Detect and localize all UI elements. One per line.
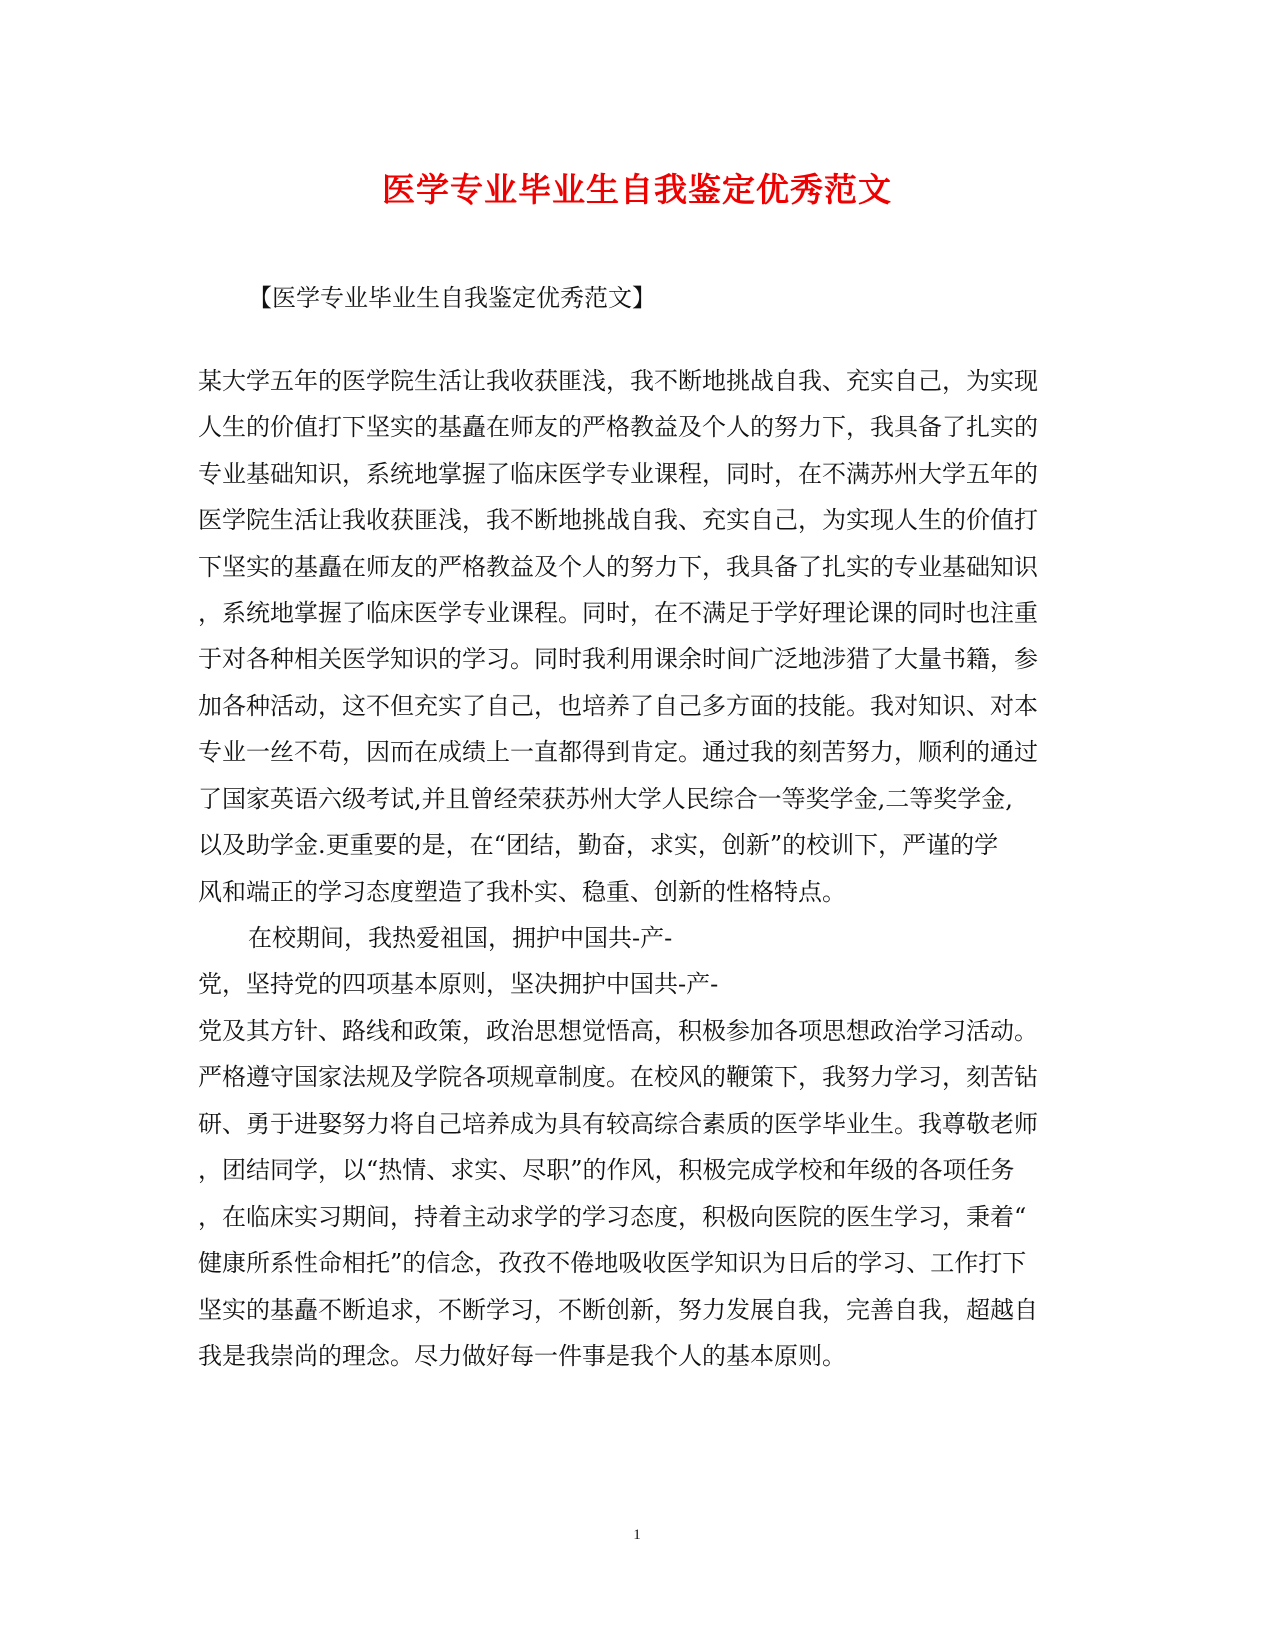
document-title: 医学专业毕业生自我鉴定优秀范文 [382, 170, 892, 209]
body-line: 专业基础知识，系统地掌握了临床医学专业课程，同时，在不满苏州大学五年的 [198, 460, 1038, 488]
document-subheading: 【医学专业毕业生自我鉴定优秀范文】 [248, 284, 656, 312]
body-line: 下坚实的基矗在师友的严格教益及个人的努力下，我具备了扎实的专业基础知识 [198, 553, 1038, 581]
body-line: 于对各种相关医学知识的学习。同时我利用课余时间广泛地涉猎了大量书籍，参 [198, 645, 1038, 673]
body-line: 以及助学金.更重要的是，在“团结，勤奋，求实，创新”的校训下，严谨的学 [198, 831, 999, 859]
body-line: 加各种活动，这不但充实了自己，也培养了自己多方面的技能。我对知识、对本 [198, 692, 1038, 720]
body-line: 我是我崇尚的理念。尽力做好每一件事是我个人的基本原则。 [198, 1342, 846, 1370]
body-line: 党及其方针、路线和政策，政治思想觉悟高，积极参加各项思想政治学习活动。 [198, 1017, 1038, 1045]
body-line: 某大学五年的医学院生活让我收获匪浅，我不断地挑战自我、充实自己，为实现 [198, 367, 1038, 395]
body-line: 风和端正的学习态度塑造了我朴实、稳重、创新的性格特点。 [198, 878, 846, 906]
body-line: 专业一丝不苟，因而在成绩上一直都得到肯定。通过我的刻苦努力，顺利的通过 [198, 738, 1038, 766]
body-line: 严格遵守国家法规及学院各项规章制度。在校风的鞭策下，我努力学习，刻苦钻 [198, 1063, 1038, 1091]
body-line: 了国家英语六级考试,并且曾经荣获苏州大学人民综合一等奖学金,二等奖学金, [198, 785, 1013, 813]
body-line: 健康所系性命相托”的信念，孜孜不倦地吸收医学知识为日后的学习、工作打下 [198, 1249, 1027, 1277]
body-line: ，系统地掌握了临床医学专业课程。同时，在不满足于学好理论课的同时也注重 [198, 599, 1038, 627]
body-line: ，团结同学，以“热情、求实、尽职”的作风，积极完成学校和年级的各项任务 [198, 1156, 1015, 1184]
body-line: 坚实的基矗不断追求，不断学习，不断创新，努力发展自我，完善自我，超越自 [198, 1296, 1038, 1324]
body-line: 人生的价值打下坚实的基矗在师友的严格教益及个人的努力下，我具备了扎实的 [198, 413, 1038, 441]
body-line: ，在临床实习期间，持着主动求学的学习态度，积极向医院的医生学习，秉着“ [198, 1203, 1027, 1231]
body-line: 在校期间，我热爱祖国，拥护中国共-产- [248, 924, 673, 952]
page-number: 1 [633, 1527, 641, 1543]
body-line: 医学院生活让我收获匪浅，我不断地挑战自我、充实自己，为实现人生的价值打 [198, 506, 1038, 534]
body-line: 党，坚持党的四项基本原则，坚决拥护中国共-产- [198, 970, 719, 998]
body-line: 研、勇于进娶努力将自己培养成为具有较高综合素质的医学毕业生。我尊敬老师 [198, 1110, 1038, 1138]
